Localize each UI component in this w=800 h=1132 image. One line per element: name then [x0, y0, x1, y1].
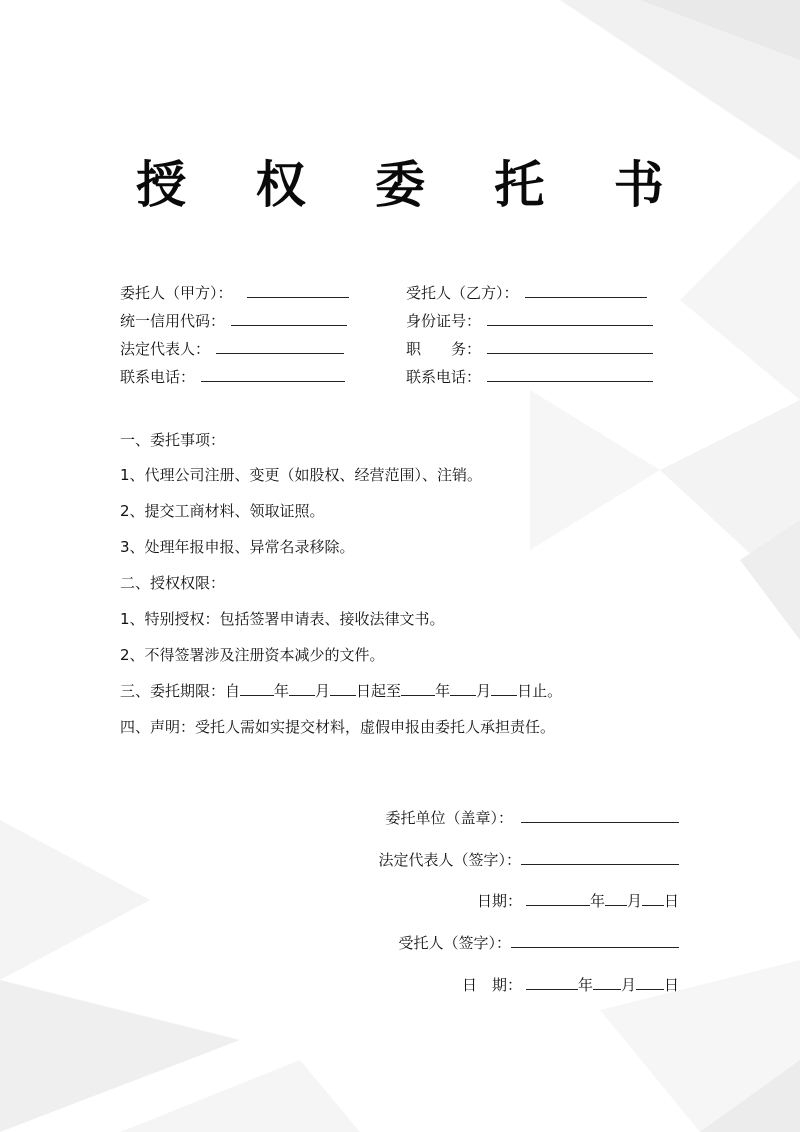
- legal-rep-sign-row: [378, 848, 679, 872]
- section-1-item-2: 2、提交工商材料、领取证照。: [120, 502, 325, 520]
- term-month-1: 月: [315, 682, 331, 700]
- principal-phone-blank[interactable]: [201, 365, 345, 382]
- date-1-year: 年: [589, 892, 605, 910]
- agent-sign-row: [398, 931, 679, 955]
- date-1-year-blank[interactable]: [526, 889, 590, 906]
- section-4-declaration: 四、声明：受托人需如实提交材料，虚假申报由委托人承担责任。: [120, 718, 556, 736]
- term-year-1: 年: [274, 682, 290, 700]
- section-3-term: [120, 679, 562, 703]
- position-blank[interactable]: [487, 337, 653, 354]
- date-row-1: [477, 889, 679, 913]
- term-year-2: 年: [435, 682, 451, 700]
- credit-code-blank[interactable]: [231, 309, 347, 326]
- date-1-month: 月: [626, 892, 642, 910]
- legal-rep-sign-blank[interactable]: [521, 848, 679, 865]
- term-prefix: 三、委托期限：自: [120, 682, 241, 700]
- id-number-blank[interactable]: [487, 309, 653, 326]
- date-2-day: 日: [663, 976, 679, 994]
- section-2-heading: 二、授权权限：: [120, 574, 226, 592]
- section-2-item-1: 1、特别授权：包括签署申请表、接收法律文书。: [120, 610, 445, 628]
- section-1-heading: 一、委托事项：: [120, 431, 226, 449]
- date-row-2: [462, 973, 679, 997]
- credit-code-label: 统一信用代码：: [120, 312, 226, 330]
- term-month-2: 月: [476, 682, 492, 700]
- legal-rep-label: 法定代表人：: [120, 340, 211, 358]
- id-number-label: 身份证号：: [406, 312, 482, 330]
- principal-party-field: [120, 280, 349, 306]
- date-1-label: 日期：: [476, 892, 522, 910]
- unit-seal-row: [385, 806, 679, 830]
- section-1-item-1: 1、代理公司注册、变更（如股权、经营范围）、注销。: [120, 466, 483, 484]
- date-2-month-blank[interactable]: [593, 973, 621, 990]
- agent-sign-label: 受托人（签字）：: [398, 934, 511, 952]
- agent-sign-blank[interactable]: [511, 931, 679, 948]
- legal-rep-blank[interactable]: [216, 337, 344, 354]
- term-day-1: 日起至: [356, 682, 402, 700]
- legal-rep-sign-label: 法定代表人（签字）：: [378, 851, 521, 869]
- date-1-day-blank[interactable]: [642, 889, 664, 906]
- principal-label: 委托人（甲方）：: [120, 284, 233, 302]
- date-1-day: 日: [663, 892, 679, 910]
- date-2-month: 月: [620, 976, 636, 994]
- date-2-year-blank[interactable]: [526, 973, 578, 990]
- date-1-month-blank[interactable]: [605, 889, 627, 906]
- section-1-item-3: 3、处理年报申报、异常名录移除。: [120, 538, 355, 556]
- agent-phone-label: 联系电话：: [406, 368, 482, 386]
- term-start-month-blank[interactable]: [289, 679, 315, 696]
- principal-blank[interactable]: [247, 281, 349, 298]
- term-end-month-blank[interactable]: [450, 679, 476, 696]
- date-2-label: 日 期：: [461, 976, 522, 994]
- agent-phone-field: [406, 364, 653, 390]
- term-end-year-blank[interactable]: [401, 679, 435, 696]
- date-2-day-blank[interactable]: [636, 973, 664, 990]
- unit-seal-blank[interactable]: [521, 806, 679, 823]
- credit-code-field: [120, 308, 347, 334]
- principal-phone-field: [120, 364, 345, 390]
- term-start-day-blank[interactable]: [330, 679, 356, 696]
- date-2-year: 年: [577, 976, 593, 994]
- unit-seal-label: 委托单位（盖章）：: [385, 809, 513, 827]
- term-start-year-blank[interactable]: [240, 679, 274, 696]
- agent-blank[interactable]: [525, 281, 647, 298]
- term-day-2: 日止。: [517, 682, 563, 700]
- position-field: [406, 336, 653, 362]
- section-2-item-2: 2、不得签署涉及注册资本减少的文件。: [120, 646, 385, 664]
- legal-rep-field: [120, 336, 344, 362]
- position-label: 职 务：: [406, 340, 482, 358]
- agent-party-field: [406, 280, 647, 306]
- agent-label: 受托人（乙方）：: [406, 284, 519, 302]
- id-number-field: [406, 308, 653, 334]
- principal-phone-label: 联系电话：: [120, 368, 196, 386]
- agent-phone-blank[interactable]: [487, 365, 653, 382]
- term-end-day-blank[interactable]: [491, 679, 517, 696]
- document-title: 授 权 委 托 书: [136, 156, 690, 214]
